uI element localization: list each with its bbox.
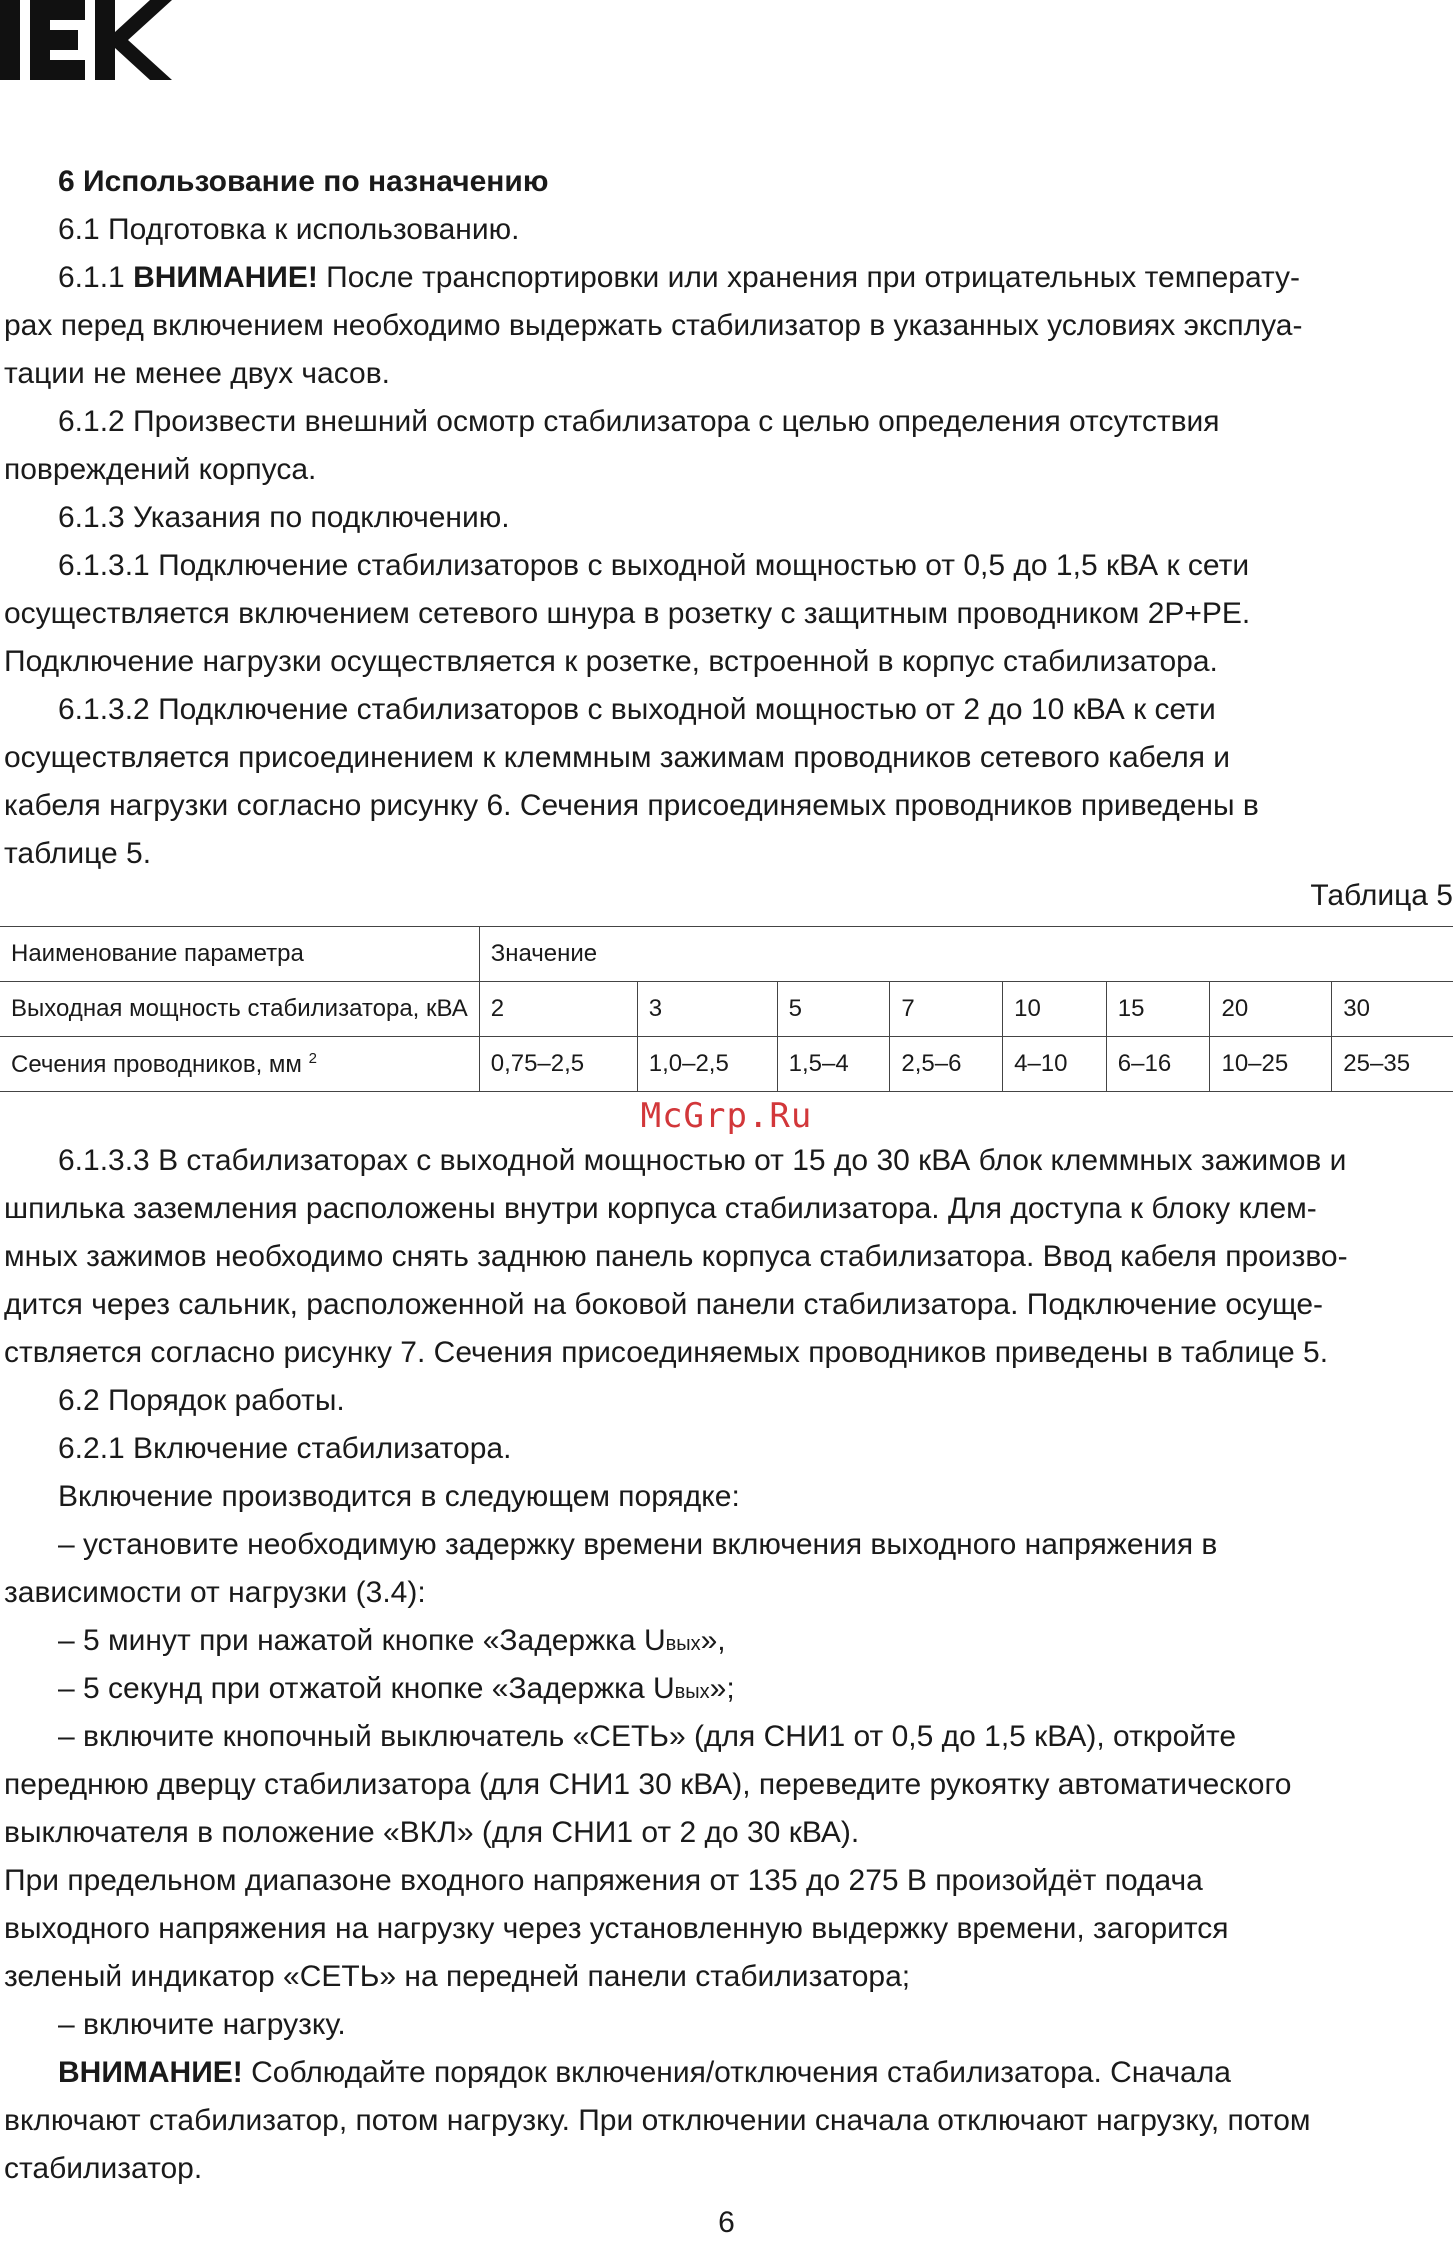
paragraph-line: 6.2.1 Включение стабилизатора. [58,1432,512,1465]
subscript: вых [674,1681,710,1703]
header-value: Значение [479,927,1453,982]
table-cell: 30 [1332,982,1453,1037]
table-cell: 1,0–2,5 [637,1037,777,1092]
list-item-text: – 5 минут при нажатой кнопке «Задержка U [58,1624,666,1657]
attention-text: Соблюдайте порядок включения/отключения стабилизатора. Сначала [242,2056,1231,2089]
paragraph-line: 6.2 Порядок работы. [58,1384,345,1417]
attention-label: ВНИМАНИЕ! [58,2056,243,2089]
paragraph-line: шпилька заземления расположены внутри корпуса стабилизатора. Для доступа к блоку клем- [4,1192,1317,1225]
list-item [58,1665,1453,1716]
list-item-end: », [700,1624,726,1657]
paragraph-line: При предельном диапазоне входного напряжения от 135 до 275 В произойдёт подача [4,1864,1203,1897]
paragraph-line: 6.1.3.1 Подключение стабилизаторов с выходной мощностью от 0,5 до 1,5 кВА к сети [58,549,1250,582]
row-label: Выходная мощность стабилизатора, кВА [0,982,479,1037]
paragraph-line: таблице 5. [4,837,152,870]
paragraph-line: зеленый индикатор «СЕТЬ» на передней панели стабилизатора; [4,1960,911,1993]
paragraph-line: рах перед включением необходимо выдержать стабилизатор в указанных условиях эксплуа- [4,309,1303,342]
paragraph-line: включают стабилизатор, потом нагрузку. При отключении сначала отключают нагрузку, потом [4,2104,1311,2137]
list-item-text: – 5 секунд при отжатой кнопке «Задержка U [58,1672,675,1705]
table-cell: 1,5–4 [777,1037,890,1092]
paragraph-line: кабеля нагрузки согласно рисунку 6. Сечения присоединяемых проводников приведены в [4,789,1259,822]
paragraph-line: тации не менее двух часов. [4,357,391,390]
unit-superscript: 2 [308,1049,317,1067]
table-cell: 6–16 [1106,1037,1210,1092]
paragraph-line: осуществляется присоединением к клеммным зажимам проводников сетевого кабеля и [4,741,1231,774]
subscript: вых [665,1633,701,1655]
table-cell: 2,5–6 [890,1037,1003,1092]
table-cell: 2 [479,982,637,1037]
attention-line [58,2049,1453,2097]
table-cell: 3 [637,982,777,1037]
iek-logo [0,0,172,80]
attention-text: После транспортировки или хранения при отрицательных температу- [317,261,1301,294]
table-cell: 10 [1003,982,1107,1037]
paragraph-line: 6.1 Подготовка к использованию. [58,213,520,246]
list-item [58,1617,1453,1668]
list-item-end: »; [709,1672,735,1705]
table-row [0,982,1453,1037]
watermark: McGrp.Ru [640,1096,813,1136]
table-caption: Таблица 5 [1310,879,1453,912]
paragraph-line: ствляется согласно рисунку 7. Сечения присоединяемых проводников приведены в таблице 5. [4,1336,1329,1369]
paragraph-line: – включите кнопочный выключатель «СЕТЬ» (для СНИ1 от 0,5 до 1,5 кВА), откройте [58,1720,1237,1753]
section-heading: 6 Использование по назначению [58,165,549,198]
table-cell: 0,75–2,5 [479,1037,637,1092]
paragraph-line: переднюю дверцу стабилизатора (для СНИ1 30 кВА), переведите рукоятку автоматического [4,1768,1292,1801]
paragraph-line: – установите необходимую задержку времени включения выходного напряжения в [58,1528,1218,1561]
paragraph-line: выходного напряжения на нагрузку через установленную выдержку времени, загорится [4,1912,1229,1945]
paragraph-line: 6.1.3.2 Подключение стабилизаторов с выходной мощностью от 2 до 10 кВА к сети [58,693,1216,726]
table-row [0,1037,1453,1092]
paragraph-line: – включите нагрузку. [58,2008,346,2041]
header-param: Наименование параметра [0,927,479,982]
table-cell: 15 [1106,982,1210,1037]
paragraph-line: мных зажимов необходимо снять заднюю панель корпуса стабилизатора. Ввод кабеля произво- [4,1240,1348,1273]
attention-label: ВНИМАНИЕ! [133,261,318,294]
table-cell: 5 [777,982,890,1037]
paragraph-line: Включение производится в следующем порядке: [58,1480,740,1513]
table-header-row [0,927,1453,982]
paragraph-line: выключателя в положение «ВКЛ» (для СНИ1 от 2 до 30 кВА). [4,1816,860,1849]
paragraph-line: 6.1.3.3 В стабилизаторах с выходной мощностью от 15 до 30 кВА блок клеммных зажимов и [58,1144,1347,1177]
conductor-table [0,926,1453,1092]
table-cell: 7 [890,982,1003,1037]
paragraph-line: дится через сальник, расположенной на боковой панели стабилизатора. Подключение осуще- [4,1288,1324,1321]
row-label [0,1037,479,1092]
paragraph-line: стабилизатор. [4,2152,203,2185]
paragraph-line: 6.1.2 Произвести внешний осмотр стабилизатора с целью определения отсутствия [58,405,1220,438]
table-cell: 20 [1210,982,1332,1037]
table-cell: 10–25 [1210,1037,1332,1092]
table-cell: 4–10 [1003,1037,1107,1092]
table-cell: 25–35 [1332,1037,1453,1092]
page-number: 6 [718,2206,735,2239]
paragraph-line: повреждений корпуса. [4,453,317,486]
attention-line [58,254,1453,302]
paragraph-line: осуществляется включением сетевого шнура в розетку с защитным проводником 2Р+РЕ. [4,597,1251,630]
clause-number: 6.1.1 [58,261,134,294]
paragraph-line: Подключение нагрузки осуществляется к розетке, встроенной в корпус стабилизатора. [4,645,1218,678]
row-label-text: Сечения проводников, мм [11,1050,302,1078]
paragraph-line: зависимости от нагрузки (3.4): [4,1576,426,1609]
paragraph-line: 6.1.3 Указания по подключению. [58,501,510,534]
